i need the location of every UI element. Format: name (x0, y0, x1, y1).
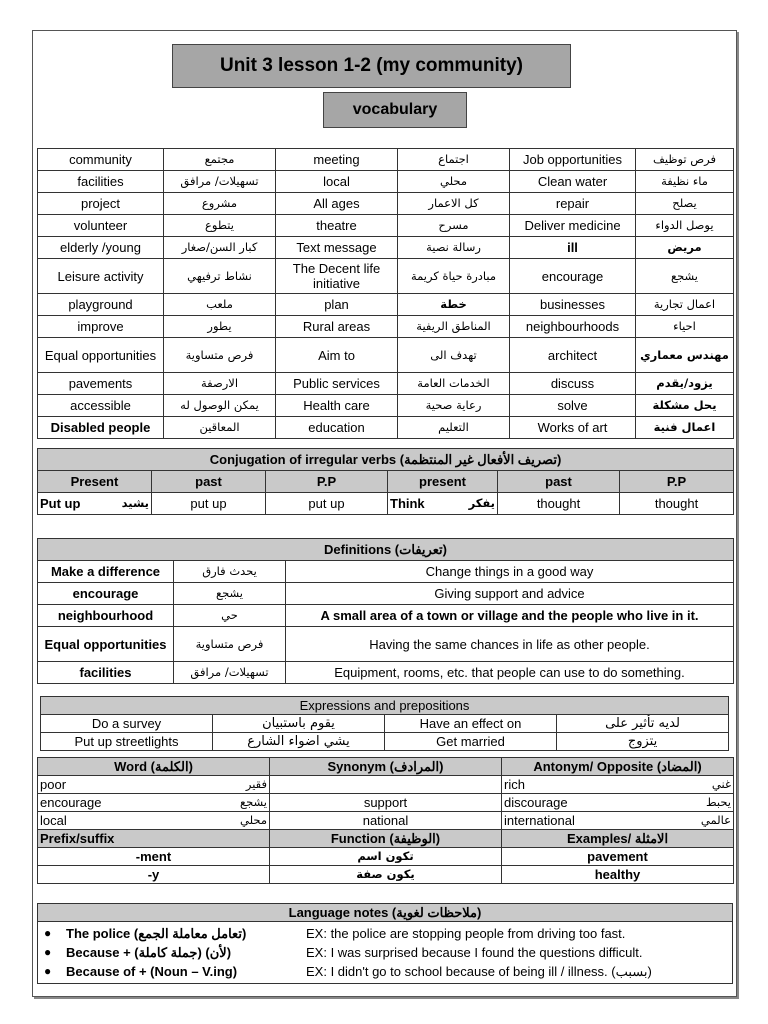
synonym-header: Synonym (المرادف) (270, 758, 502, 776)
vocab-arabic: كبار السن/صغار (164, 237, 276, 259)
vocab-arabic: يتطوع (164, 215, 276, 237)
expression-english: Do a survey (41, 715, 213, 733)
vocab-english: ill (510, 237, 636, 259)
vocab-arabic: فرص توظيف (636, 149, 734, 171)
vocab-english: The Decent life initiative (276, 259, 398, 294)
vocab-arabic: الخدمات العامة (398, 373, 510, 395)
vocab-english: meeting (276, 149, 398, 171)
vocab-arabic: المناطق الريفية (398, 316, 510, 338)
definition-row (38, 662, 734, 684)
vocab-english: education (276, 417, 398, 439)
vocab-english: Clean water (510, 171, 636, 193)
vocab-arabic: تهدف الى (398, 338, 510, 373)
conjugation-title: Conjugation of irregular verbs (تصريف الأفعال غير المنتظمة) (38, 449, 734, 471)
vocab-english: Equal opportunities (38, 338, 164, 373)
expression-arabic: يتزوج (557, 733, 729, 751)
conjugation-pp-2: thought (620, 493, 734, 515)
definition-arabic: يشجع (174, 583, 286, 605)
expression-english: Put up streetlights (41, 733, 213, 751)
note-example: EX: I was surprised because I found the questions difficult. (306, 945, 643, 960)
vocab-english: Text message (276, 237, 398, 259)
vocab-arabic: خطة (398, 294, 510, 316)
vocab-arabic: اعمال فنية (636, 417, 734, 439)
vocab-row (38, 171, 734, 193)
vocab-english: businesses (510, 294, 636, 316)
expression-english: Have an effect on (385, 715, 557, 733)
prefix-header: Function (الوظيفة) (270, 830, 502, 848)
vocab-arabic: يزود/يقدم (636, 373, 734, 395)
definition-text: Change things in a good way (286, 561, 734, 583)
prefix-row (38, 866, 734, 884)
word-synonym-antonym-table (37, 757, 734, 884)
vocab-arabic: ملعب (164, 294, 276, 316)
definition-text: A small area of a town or village and the people who live in it. (286, 605, 734, 627)
antonym-cell: discourage يحبط (502, 794, 734, 812)
vocab-english: playground (38, 294, 164, 316)
vocab-english: Works of art (510, 417, 636, 439)
vocab-english: architect (510, 338, 636, 373)
vocab-row (38, 149, 734, 171)
page-title: Unit 3 lesson 1-2 (my community) (172, 44, 571, 88)
definition-arabic: يحدث فارق (174, 561, 286, 583)
antonym-cell: international عالمي (502, 812, 734, 830)
vocab-arabic: مريض (636, 237, 734, 259)
conjugation-verb-2: Think يفكر (388, 493, 498, 515)
definition-term: facilities (38, 662, 174, 684)
vocab-row (38, 338, 734, 373)
conjugation-past-2: thought (498, 493, 620, 515)
bullet-icon: ● (44, 926, 52, 940)
vocab-arabic: رعاية صحية (398, 395, 510, 417)
vocab-row (38, 294, 734, 316)
prefix-header: Examples/ الامثلة (502, 830, 734, 848)
vocab-row (38, 237, 734, 259)
synonym-row (38, 776, 734, 794)
vocab-english: project (38, 193, 164, 215)
bullet-icon: ● (44, 964, 52, 978)
word-cell: poor فقير (38, 776, 270, 794)
word-cell: encourage يشجع (38, 794, 270, 812)
definitions-table (37, 538, 734, 684)
language-notes-table (37, 903, 733, 984)
vocab-arabic: اعمال تجارية (636, 294, 734, 316)
vocab-row (38, 316, 734, 338)
worksheet-page (32, 30, 737, 997)
vocab-arabic: نشاط ترفيهي (164, 259, 276, 294)
vocab-english: repair (510, 193, 636, 215)
definition-row (38, 583, 734, 605)
vocab-arabic: محلي (398, 171, 510, 193)
note-label: The police (تعامل معاملة الجمع) (66, 926, 247, 941)
definition-text: Equipment, rooms, etc. that people can use to do something. (286, 662, 734, 684)
vocab-arabic: الارصفة (164, 373, 276, 395)
vocab-arabic: التعليم (398, 417, 510, 439)
note-label: Because + (جملة كاملة) (لأن) (66, 945, 232, 960)
vocab-english: volunteer (38, 215, 164, 237)
expressions-title: Expressions and prepositions (41, 697, 729, 715)
vocab-arabic: رسالة نصية (398, 237, 510, 259)
conjugation-table (37, 448, 734, 515)
vocab-row (38, 215, 734, 237)
vocab-arabic: مبادرة حياة كريمة (398, 259, 510, 294)
prefix-row (38, 848, 734, 866)
note-label: Because of + (Noun – V.ing) (66, 964, 238, 979)
prefix-cell: -y (38, 866, 270, 884)
vocab-arabic: كل الاعمار (398, 193, 510, 215)
conjugation-header: past (152, 471, 266, 493)
antonym-cell: rich غني (502, 776, 734, 794)
prefix-header: Prefix/suffix (38, 830, 270, 848)
vocab-english: Aim to (276, 338, 398, 373)
vocab-english: improve (38, 316, 164, 338)
synonym-row (38, 794, 734, 812)
vocab-english: Public services (276, 373, 398, 395)
expression-row (41, 733, 729, 751)
section-vocabulary-label: vocabulary (323, 92, 467, 128)
prefix-cell: -ment (38, 848, 270, 866)
conjugation-verb-1: Put up يشيد (38, 493, 152, 515)
synonym-header: Word (الكلمة) (38, 758, 270, 776)
conjugation-pp-1: put up (266, 493, 388, 515)
vocab-english: Health care (276, 395, 398, 417)
expressions-table (40, 696, 729, 751)
vocab-english: neighbourhoods (510, 316, 636, 338)
definition-arabic: حي (174, 605, 286, 627)
vocab-english: accessible (38, 395, 164, 417)
expression-english: Get married (385, 733, 557, 751)
vocab-arabic: اجتماع (398, 149, 510, 171)
vocab-row (38, 259, 734, 294)
language-note (38, 943, 732, 962)
vocabulary-table (37, 148, 734, 439)
language-note (38, 924, 732, 943)
conjugation-past-1: put up (152, 493, 266, 515)
vocab-arabic: ماء نظيفة (636, 171, 734, 193)
vocab-english: theatre (276, 215, 398, 237)
conjugation-header: present (388, 471, 498, 493)
vocab-english: Rural areas (276, 316, 398, 338)
example-cell: healthy (502, 866, 734, 884)
definition-text: Giving support and advice (286, 583, 734, 605)
vocab-row (38, 395, 734, 417)
vocab-row (38, 193, 734, 215)
definition-term: neighbourhood (38, 605, 174, 627)
vocab-english: pavements (38, 373, 164, 395)
vocab-english: facilities (38, 171, 164, 193)
vocab-arabic: مشروع (164, 193, 276, 215)
conjugation-header: P.P (620, 471, 734, 493)
vocab-arabic: يطور (164, 316, 276, 338)
expression-arabic: يقوم باستبيان (213, 715, 385, 733)
definition-text: Having the same chances in life as other people. (286, 627, 734, 662)
vocab-english: Deliver medicine (510, 215, 636, 237)
vocab-english: local (276, 171, 398, 193)
vocab-row (38, 417, 734, 439)
definitions-title: Definitions (تعريفات) (38, 539, 734, 561)
synonym-cell: national (270, 812, 502, 830)
definition-row (38, 561, 734, 583)
vocab-arabic: يصلح (636, 193, 734, 215)
function-cell: تكون اسم (270, 848, 502, 866)
conjugation-header: P.P (266, 471, 388, 493)
vocab-arabic: تسهيلات/ مرافق (164, 171, 276, 193)
definition-term: encourage (38, 583, 174, 605)
expression-arabic: يشي اضواء الشارع (213, 733, 385, 751)
function-cell: يكون صفة (270, 866, 502, 884)
language-note (38, 962, 732, 981)
vocab-english: plan (276, 294, 398, 316)
conjugation-header: Present (38, 471, 152, 493)
vocab-english: solve (510, 395, 636, 417)
vocab-english: encourage (510, 259, 636, 294)
note-example: EX: the police are stopping people from driving too fast. (306, 926, 626, 941)
definition-term: Equal opportunities (38, 627, 174, 662)
vocab-arabic: يحل مشكلة (636, 395, 734, 417)
synonym-cell (270, 776, 502, 794)
language-notes-title: Language notes (ملاحظات لغوية) (38, 904, 733, 922)
vocab-row (38, 373, 734, 395)
vocab-english: community (38, 149, 164, 171)
expression-arabic: لديه تأثير على (557, 715, 729, 733)
bullet-icon: ● (44, 945, 52, 959)
definition-arabic: فرص متساوية (174, 627, 286, 662)
vocab-arabic: يمكن الوصول له (164, 395, 276, 417)
vocab-english: elderly /young (38, 237, 164, 259)
vocab-arabic: احياء (636, 316, 734, 338)
conjugation-header: past (498, 471, 620, 493)
vocab-english: Disabled people (38, 417, 164, 439)
synonym-row (38, 812, 734, 830)
definition-arabic: تسهيلات/ مرافق (174, 662, 286, 684)
vocab-english: discuss (510, 373, 636, 395)
vocab-arabic: يشجع (636, 259, 734, 294)
definition-row (38, 627, 734, 662)
vocab-arabic: المعاقين (164, 417, 276, 439)
synonym-header: Antonym/ Opposite (المضاد) (502, 758, 734, 776)
vocab-arabic: مهندس معماري (636, 338, 734, 373)
vocab-arabic: يوصل الدواء (636, 215, 734, 237)
expression-row (41, 715, 729, 733)
vocab-english: Leisure activity (38, 259, 164, 294)
example-cell: pavement (502, 848, 734, 866)
vocab-arabic: مسرح (398, 215, 510, 237)
word-cell: local محلي (38, 812, 270, 830)
vocab-arabic: مجتمع (164, 149, 276, 171)
vocab-arabic: فرص متساوية (164, 338, 276, 373)
synonym-cell: support (270, 794, 502, 812)
note-example: EX: I didn't go to school because of being ill / illness. (بسبب) (306, 964, 652, 979)
definition-term: Make a difference (38, 561, 174, 583)
definition-row (38, 605, 734, 627)
vocab-english: Job opportunities (510, 149, 636, 171)
vocab-english: All ages (276, 193, 398, 215)
